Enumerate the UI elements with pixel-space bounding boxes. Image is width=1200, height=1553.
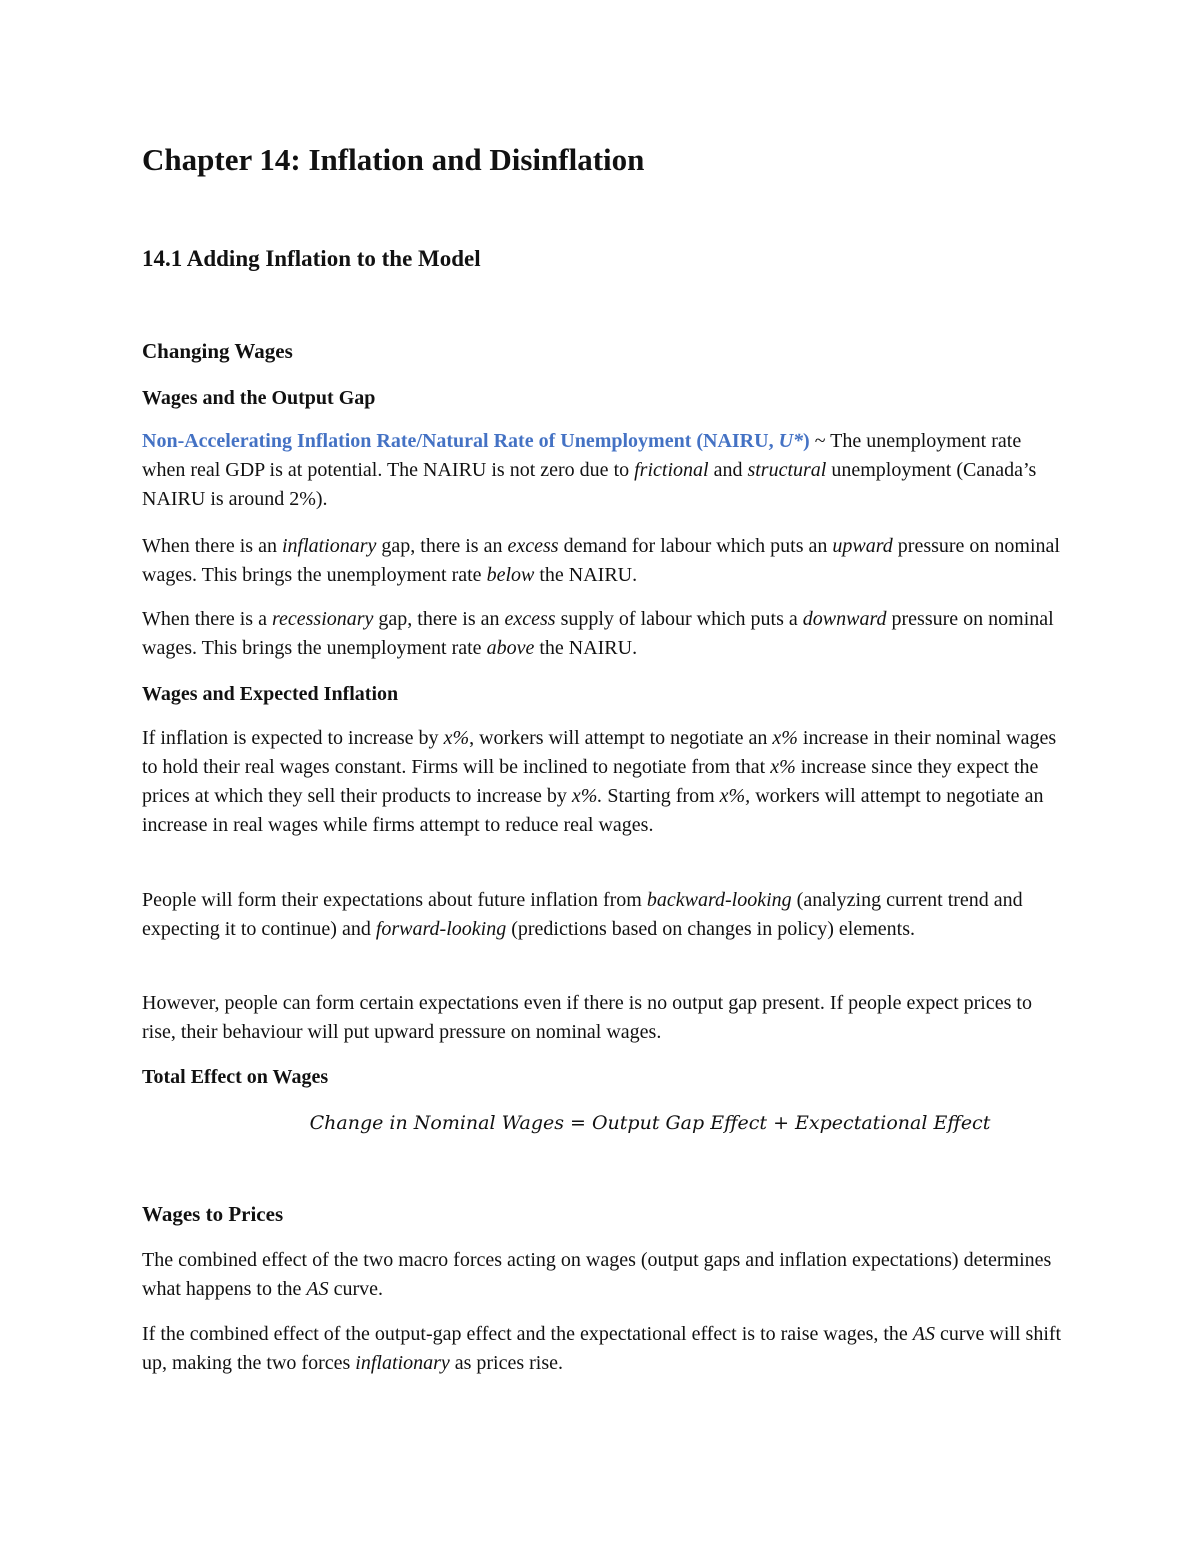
heading-wages-to-prices: Wages to Prices — [142, 1202, 284, 1226]
heading-wages-expected-inflation: Wages and Expected Inflation — [142, 683, 399, 705]
paragraph-no-output-gap: However, people can form certain expectations even if there is no output gap present. If people expect prices to rise, their behaviour will put upward pressure on nominal wages. — [142, 992, 1032, 1043]
nairu-definition: Non-Accelerating Inflation Rate/Natural Rate of Unemployment (NAIRU, U*) ~ The unemployment rate when real GDP is at potential. The NAIRU is not zero due to frictional and structural unemployment (Canada’s NAIRU is around 2%). — [142, 430, 1037, 510]
chapter-title: Chapter 14: Inflation and Disinflation — [142, 142, 645, 177]
paragraph-as-shift-up: If the combined effect of the output-gap effect and the expectational effect is to raise wages, the AS curve will shift up, making the two forces inflationary as prices rise. — [142, 1323, 1062, 1374]
wage-change-equation: Change in Nominal Wages = Output Gap Effect + Expectational Effect — [309, 1112, 991, 1134]
nairu-term: Non-Accelerating Inflation Rate/Natural Rate of Unemployment (NAIRU, U*) — [142, 430, 810, 452]
paragraph-recessionary-gap: When there is a recessionary gap, there is an excess supply of labour which puts a downward pressure on nominal wages. This brings the unemployment rate above the NAIRU. — [142, 608, 1054, 659]
paragraph-expected-inflation: If inflation is expected to increase by x%, workers will attempt to negotiate an x% increase in their nominal wages to hold their real wages constant. Firms will be inclined to negotiate from that x% increase since they expect the prices at which they sell their products to increase by x%. Starting from x%, workers will attempt to negotiate an increase in real wages while firms attempt to reduce real wages. — [142, 727, 1057, 836]
heading-wages-output-gap: Wages and the Output Gap — [142, 387, 376, 409]
section-title: 14.1 Adding Inflation to the Model — [142, 246, 481, 271]
paragraph-combined-effect: The combined effect of the two macro forces acting on wages (output gaps and inflation expectations) determines what happens to the AS curve. — [142, 1249, 1052, 1300]
paragraph-inflationary-gap: When there is an inflationary gap, there is an excess demand for labour which puts an upward pressure on nominal wages. This brings the unemployment rate below the NAIRU. — [142, 535, 1060, 586]
heading-changing-wages: Changing Wages — [142, 339, 293, 363]
heading-total-effect: Total Effect on Wages — [142, 1066, 329, 1088]
paragraph-expectation-formation: People will form their expectations about future inflation from backward-looking (analyzing current trend and expecting it to continue) and forward-looking (predictions based on changes in policy) elements. — [142, 889, 1023, 940]
